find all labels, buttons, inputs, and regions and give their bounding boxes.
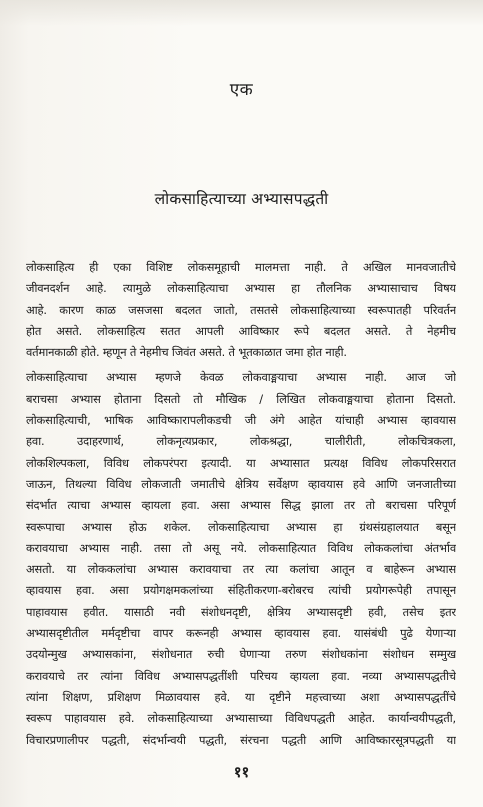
text-line: बराचसा अभ्यास होताना दिसतो तो मौखिक / लिखित लोकवाङ्मयाचा होताना दिसतो. [26, 391, 456, 406]
text-line: जीवनदर्शन आहे. त्यामुळे लोकसाहित्याचा अभ्यास हा तौलनिक अभ्यासाचाच विषय [26, 281, 456, 296]
text-line: करावयाचे तर त्यांना विविध अभ्यासपद्धतींशी परिचय व्हायला हवा. नव्या अभ्यासपद्धतीचे [26, 668, 456, 683]
text-line: आहे. कारण काळ जसजसा बदलत जातो, तसतसे लोकसाहित्याच्या स्वरूपातही परिवर्तन [26, 302, 456, 317]
text-line: लोकशिल्पकला, विविध लोकपरंपरा इत्यादी. या अभ्यासात प्रत्यक्ष विविध लोकपरिसरात [26, 455, 456, 470]
text-line: लोकसाहित्याची, भाषिक आविष्कारापलीकडची जी अंगे आहेत यांचाही अभ्यास व्हावयास [26, 413, 456, 428]
text-line: स्वरूप पाहावयास हवे. लोकसाहित्याच्या अभ्यासाच्या विविधपद्धती आहेत. कार्यान्वयीपद्धती, [26, 711, 456, 726]
text-line: वर्तमानकाळी होते. म्हणून ते नेहमीच जिवंत असते. ते भूतकाळात जमा होत नाही. [26, 345, 347, 360]
text-line: हवा. उदाहरणार्थ, लोकनृत्यप्रकार, लोकश्रद्धा, चालीरीती, लोकचित्रकला, [26, 434, 456, 449]
text-line: विचारप्रणालीपर पद्धती, संदर्भान्वयी पद्धती, संरचना पद्धती आणि आविष्कारसूत्रपद्धती या [26, 732, 456, 747]
paragraph-1 [26, 257, 456, 363]
body-text [26, 257, 456, 751]
page-top-shadow [0, 0, 483, 26]
text-line: त्यांना शिक्षण, प्रशिक्षण मिळावयास हवे. या दृष्टीने महत्त्वाच्या अशा अभ्यासपद्धतींचे [26, 689, 456, 704]
text-line: व्हावयास हवा. असा प्रयोगक्षमकलांच्या संहितीकरणा-बरोबरच त्यांची प्रयोगरूपेही तपासून [26, 583, 456, 598]
text-line: संदर्भात त्याचा अभ्यास व्हायला हवा. असा अभ्यास सिद्ध झाला तर तो बराचसा परिपूर्ण [26, 498, 456, 513]
text-line: लोकसाहित्याचा अभ्यास म्हणजे केवळ लोकवाङ्मयाचा अभ्यास नाही. आज जो [26, 370, 456, 385]
text-line: असतो. या लोककलांचा अभ्यास करावयाचा तर त्या कलांचा आतून व बाहेरून अभ्यास [26, 562, 456, 577]
text-line: पाहावयास हवीत. यासाठी नवी संशोधनदृष्टी, क्षेत्रिय अभ्यासदृष्टी हवी, तसेच इतर [26, 604, 456, 619]
text-line: होत असते. लोकसाहित्य सतत आपली आविष्कार रूपे बदलत असते. ते नेहमीच [26, 323, 456, 338]
paragraph-2 [26, 367, 456, 750]
chapter-number: एक [229, 80, 254, 100]
text-line: लोकसाहित्य ही एका विशिष्ट लोकसमूहाची मालमत्ता नाही. ते अखिल मानवजातीचे [26, 260, 456, 274]
text-line: उदयोन्मुख अभ्यासकांना, संशोधनात रुची घेणाऱ्या तरुण संशोधकांना संशोधन सम्मुख [26, 647, 456, 662]
text-line: अभ्यासदृष्टीतील मर्मदृष्टीचा वापर करूनही अभ्यास व्हावयास हवा. यासंबंधी पुढे येणाऱ्या [26, 626, 456, 641]
text-line: करावयाचा अभ्यास नाही. तसा तो असू नये. लोकसाहित्यात विविध लोककलांचा अंतर्भाव [26, 540, 456, 555]
chapter-title: लोकसाहित्याच्या अभ्यासपद्धती [154, 190, 329, 208]
text-line: स्वरूपाचा अभ्यास होऊ शकेल. लोकसाहित्याचा अभ्यास हा ग्रंथसंग्रहालयात बसून [26, 519, 456, 534]
page-number: ११ [233, 763, 250, 781]
text-line: जाऊन, तिथल्या विविध लोकजाती जमातीचे क्षेत्रिय सर्वेक्षण व्हावयास हवे आणि जनजातीच्या [26, 476, 456, 491]
